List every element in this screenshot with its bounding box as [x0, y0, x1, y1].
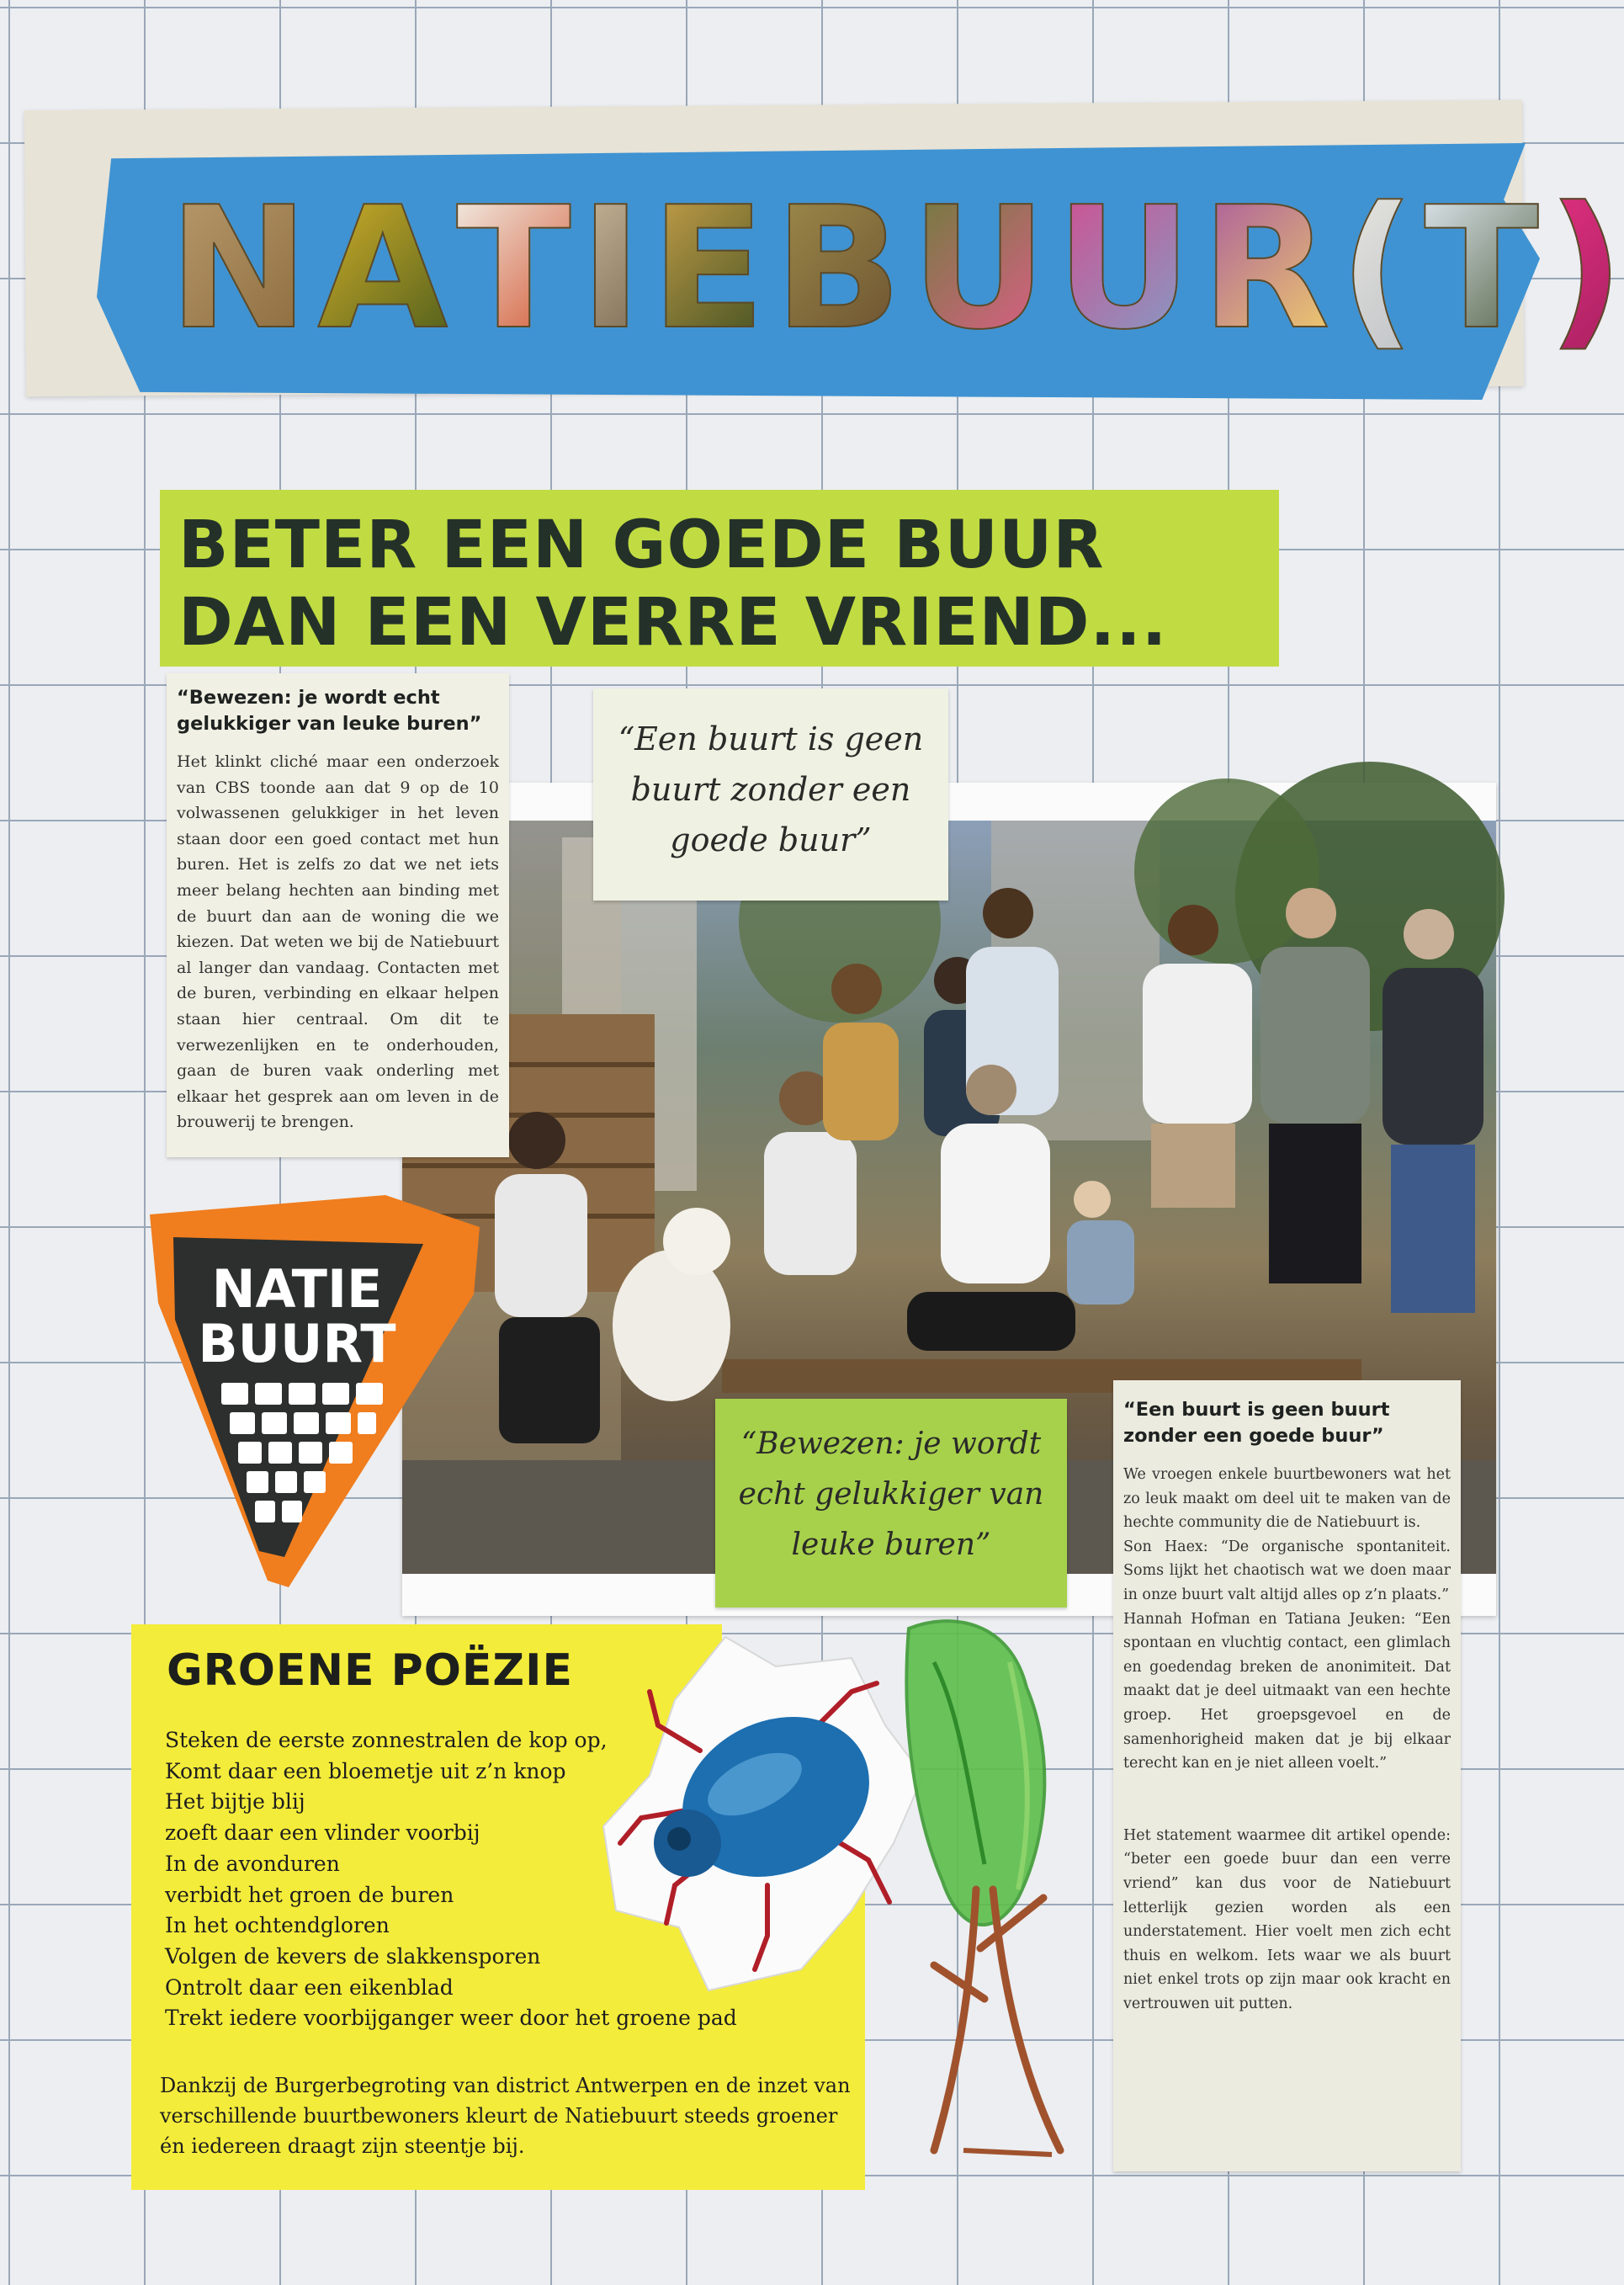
poem-line: Het bijtje blij: [165, 1789, 305, 1815]
pull-quote-green: “Bewezen: je wordt echt gelukkiger van leuke buren”: [715, 1399, 1067, 1607]
title-letter: A: [317, 171, 448, 367]
article-left-body: Het klinkt cliché maar een onderzoek van CBS toonde aan dat 9 op de 10 volwassenen gelukkiger in het leven staan door een goed contact met hun buren. Het is zelfs zo dat we net iets meer belang hechten aan binding met de buurt dan aan de woning die we kiezen. Dat weten we bij de Natiebuurt al langer dan vandaag. Contacten met de buren, verbinding en elkaar helpen staan hier centraal. Om dit te verwezenlijken en te onderhouden, gaan de buren vaak onderling met elkaar het gesprek aan om leven in de brouwerij te brengen.: [177, 752, 499, 1132]
logo-text-line-2: BUURT: [198, 1313, 396, 1374]
natiebuurt-logo: [141, 1193, 488, 1593]
tree-drawing-icon: [884, 1612, 1102, 2167]
poem-line: Komt daar een bloemetje uit z’n knop: [165, 1758, 566, 1783]
headline-line-2: DAN EEN VERRE VRIEND...: [178, 585, 1168, 661]
article-right-body: [1123, 1463, 1451, 2016]
article-left-heading: “Bewezen: je wordt echt gelukkiger van leuke buren”: [177, 687, 482, 735]
title-letter: N: [168, 171, 310, 367]
title-letter: ): [1547, 171, 1624, 367]
title-letter: (: [1338, 171, 1416, 367]
masthead-title: [168, 171, 1624, 367]
article-right-paragraph: Hannah Hofman en Tatiana Jeuken: “Een spontaan en vluchtig contact, een glimlach en goedendag breken de anonimiteit. Dat maakt dat je deel uitmaakt van een hechte groep. Het groepsgevoel en de samenhorigheid maken dat je bij elkaar terecht kan en je niet alleen voelt.”: [1123, 1610, 1451, 1772]
poem-line: zoeft daar een vlinder voorbij: [165, 1820, 480, 1846]
article-right: [1113, 1380, 1461, 2171]
title-letter: I: [579, 171, 643, 367]
headline-line-1: BETER EEN GOEDE BUUR: [178, 507, 1105, 583]
poem-line: In het ochtendgloren: [165, 1913, 390, 1938]
poem-line: Steken de eerste zonnestralen de kop op,: [165, 1728, 608, 1752]
poem-line: In de avonduren: [165, 1851, 340, 1876]
logo-text-line-1: NATIE: [211, 1258, 383, 1320]
title-letter: B: [773, 171, 903, 367]
title-letter: T: [1424, 171, 1539, 367]
article-right-paragraph: We vroegen enkele buurtbewoners wat het zo leuk maakt om deel uit te maken van de hechte community die de Natiebuurt is.: [1123, 1466, 1451, 1532]
poetry-title: GROENE POËZIE: [167, 1645, 574, 1696]
article-right-heading: “Een buurt is geen buurt zonder een goede buur”: [1123, 1399, 1390, 1447]
poem-line: Volgen de kevers de slakkensporen: [165, 1943, 541, 1969]
headline: [160, 490, 1279, 667]
poem-line: verbidt het groen de buren: [165, 1882, 454, 1907]
article-right-paragraph: Son Haex: “De organische spontaniteit. Soms lijkt het chaotisch wat we doen maar in onze buurt valt altijd alles op z’n plaats.”: [1123, 1538, 1451, 1603]
title-letter: T: [456, 171, 571, 367]
article-left: [167, 673, 509, 1157]
pull-quote-top: “Een buurt is geen buurt zonder een goede buur”: [593, 688, 948, 901]
poem-line: Trekt iedere voorbijganger weer door het groene pad: [165, 2006, 737, 2031]
poem-line: Ontrolt daar een eikenblad: [165, 1974, 454, 2000]
title-letter: U: [1055, 171, 1192, 367]
poetry-footer: Dankzij de Burgerbegroting van district Antwerpen en de inzet van verschillende buurtbewoners kleurt de Natiebuurt steeds groener én iedereen draagt zijn steentje bij.: [160, 2074, 851, 2158]
article-right-closing: Het statement waarmee dit artikel opende: “beter een goede buur dan een verre vriend” kan dus voor de Natiebuurt letterlijk gezien worden als een understatement. Hier voelt men zich echt thuis en welkom. Iets waar we als buurt niet enkel trots op zijn maar ook kracht en vertrouwen uit putten.: [1123, 1826, 1451, 2012]
beetle-icon: [599, 1633, 927, 1995]
title-letter: U: [910, 171, 1048, 367]
title-letter: R: [1200, 171, 1330, 367]
title-letter: E: [650, 171, 766, 367]
